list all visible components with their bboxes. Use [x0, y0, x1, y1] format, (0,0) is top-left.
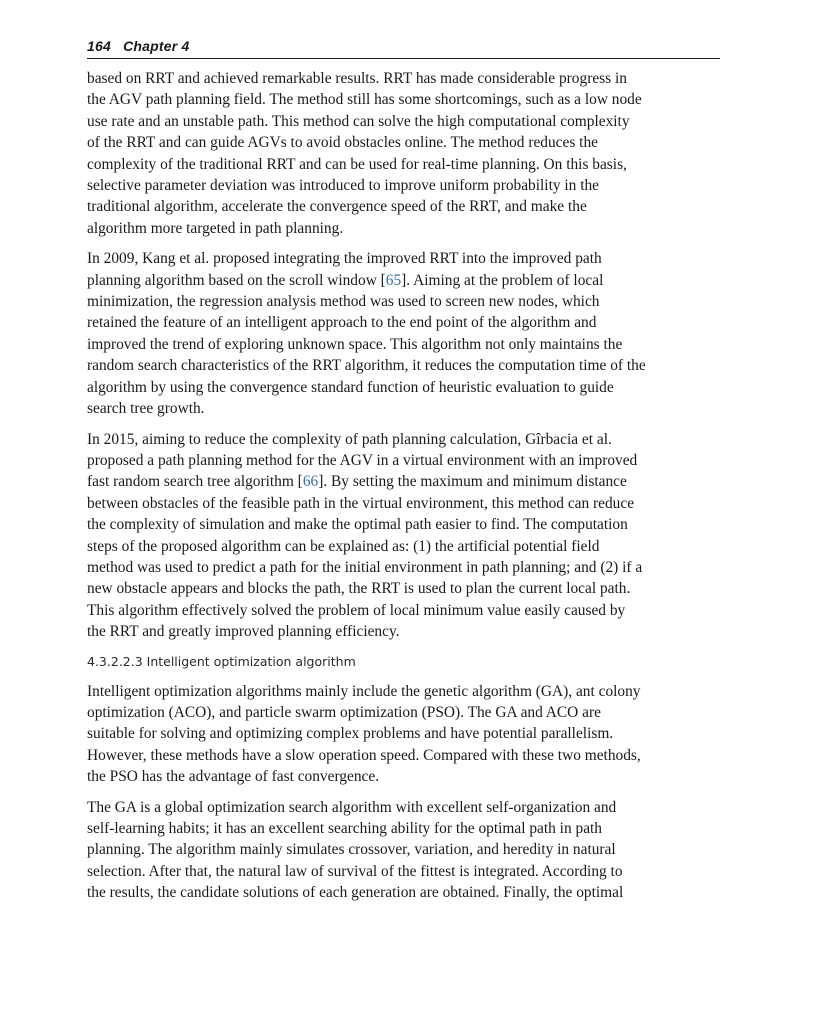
chapter-title: Chapter 4	[123, 38, 190, 54]
text-line: In 2015, aiming to reduce the complexity of path planning calculation, Gîrbacia et al.	[87, 430, 612, 448]
text-line: minimization, the regression analysis method was used to screen new nodes, which	[87, 293, 600, 311]
text-line: This algorithm effectively solved the problem of local minimum value easily caused by	[87, 601, 626, 619]
text-line: use rate and an unstable path. This method can solve the high computational complexity	[87, 112, 630, 130]
text-line: proposed a path planning method for the AGV in a virtual environment with an improved	[87, 451, 638, 469]
text-line: selection. After that, the natural law of survival of the fittest is integrated. According to	[87, 862, 623, 880]
text-line: random search characteristics of the RRT algorithm, it reduces the computation time of the	[87, 357, 646, 375]
text-line: the RRT and greatly improved planning efficiency.	[87, 623, 400, 641]
text-line: based on RRT and achieved remarkable results. RRT has made considerable progress in	[87, 70, 627, 87]
paragraph-5	[87, 797, 720, 904]
text-line: steps of the proposed algorithm can be explained as: (1) the artificial potential field	[87, 537, 600, 555]
text-line	[87, 270, 720, 291]
text-line: planning. The algorithm mainly simulates crossover, variation, and heredity in natural	[87, 841, 616, 859]
text-line: the AGV path planning field. The method still has some shortcomings, such as a low node	[87, 91, 642, 109]
paragraph-4	[87, 681, 720, 788]
text-line: search tree growth.	[87, 400, 205, 418]
text-line: optimization (ACO), and particle swarm optimization (PSO). The GA and ACO are	[87, 703, 601, 721]
text-line: traditional algorithm, accelerate the convergence speed of the RRT, and make the	[87, 198, 587, 216]
paragraph-1	[87, 68, 720, 239]
paragraph-3	[87, 429, 720, 643]
text-line: new obstacle appears and blocks the path, the RRT is used to plan the current local path.	[87, 580, 631, 598]
text-line: the complexity of simulation and make the optimal path easier to find. The computation	[87, 516, 628, 534]
text-line: between obstacles of the feasible path in the virtual environment, this method can reduce	[87, 494, 635, 512]
text-line: self-learning habits; it has an excellent searching ability for the optimal path in path	[87, 820, 603, 837]
text-line: The GA is a global optimization search algorithm with excellent self-organization and	[87, 798, 617, 816]
paragraph-2	[87, 248, 720, 419]
text-line: suitable for solving and optimizing complex problems and have potential parallelism.	[87, 725, 614, 743]
text-line: complexity of the traditional RRT and can be used for real-time planning. On this basis,	[87, 155, 627, 173]
running-head	[87, 38, 720, 59]
citation-link-65[interactable]: 65	[385, 271, 402, 289]
text-segment: ]. Aiming at the problem of local	[401, 271, 604, 289]
text-line	[87, 471, 720, 492]
text-line: method was used to predict a path for the initial environment in path planning; and (2) if a	[87, 558, 643, 576]
page-number: 164	[87, 38, 111, 54]
text-line: retained the feature of an intelligent approach to the end point of the algorithm and	[87, 314, 597, 332]
text-line: of the RRT and can guide AGVs to avoid obstacles online. The method reduces the	[87, 134, 598, 152]
text-line: algorithm more targeted in path planning.	[87, 219, 344, 237]
text-line: improved the trend of exploring unknown space. This algorithm not only maintains the	[87, 335, 623, 353]
section-subheading: 4.3.2.2.3 Intelligent optimization algorithm	[87, 653, 356, 669]
text-line: Intelligent optimization algorithms mainly include the genetic algorithm (GA), ant colony	[87, 682, 641, 700]
text-segment: ]. By setting the maximum and minimum distance	[318, 473, 627, 491]
text-line: the results, the candidate solutions of each generation are obtained. Finally, the optimal	[87, 884, 624, 902]
text-line: selective parameter deviation was introduced to improve uniform probability in the	[87, 177, 600, 195]
text-segment: fast random search tree algorithm [	[87, 473, 303, 491]
text-line: However, these methods have a slow operation speed. Compared with these two methods,	[87, 746, 641, 764]
citation-link-66[interactable]: 66	[302, 473, 319, 491]
page	[87, 38, 720, 913]
text-line: algorithm by using the convergence standard function of heuristic evaluation to guide	[87, 378, 614, 396]
text-line: In 2009, Kang et al. proposed integrating the improved RRT into the improved path	[87, 250, 602, 268]
text-segment: planning algorithm based on the scroll window [	[87, 271, 386, 289]
text-line: the PSO has the advantage of fast convergence.	[87, 768, 380, 786]
